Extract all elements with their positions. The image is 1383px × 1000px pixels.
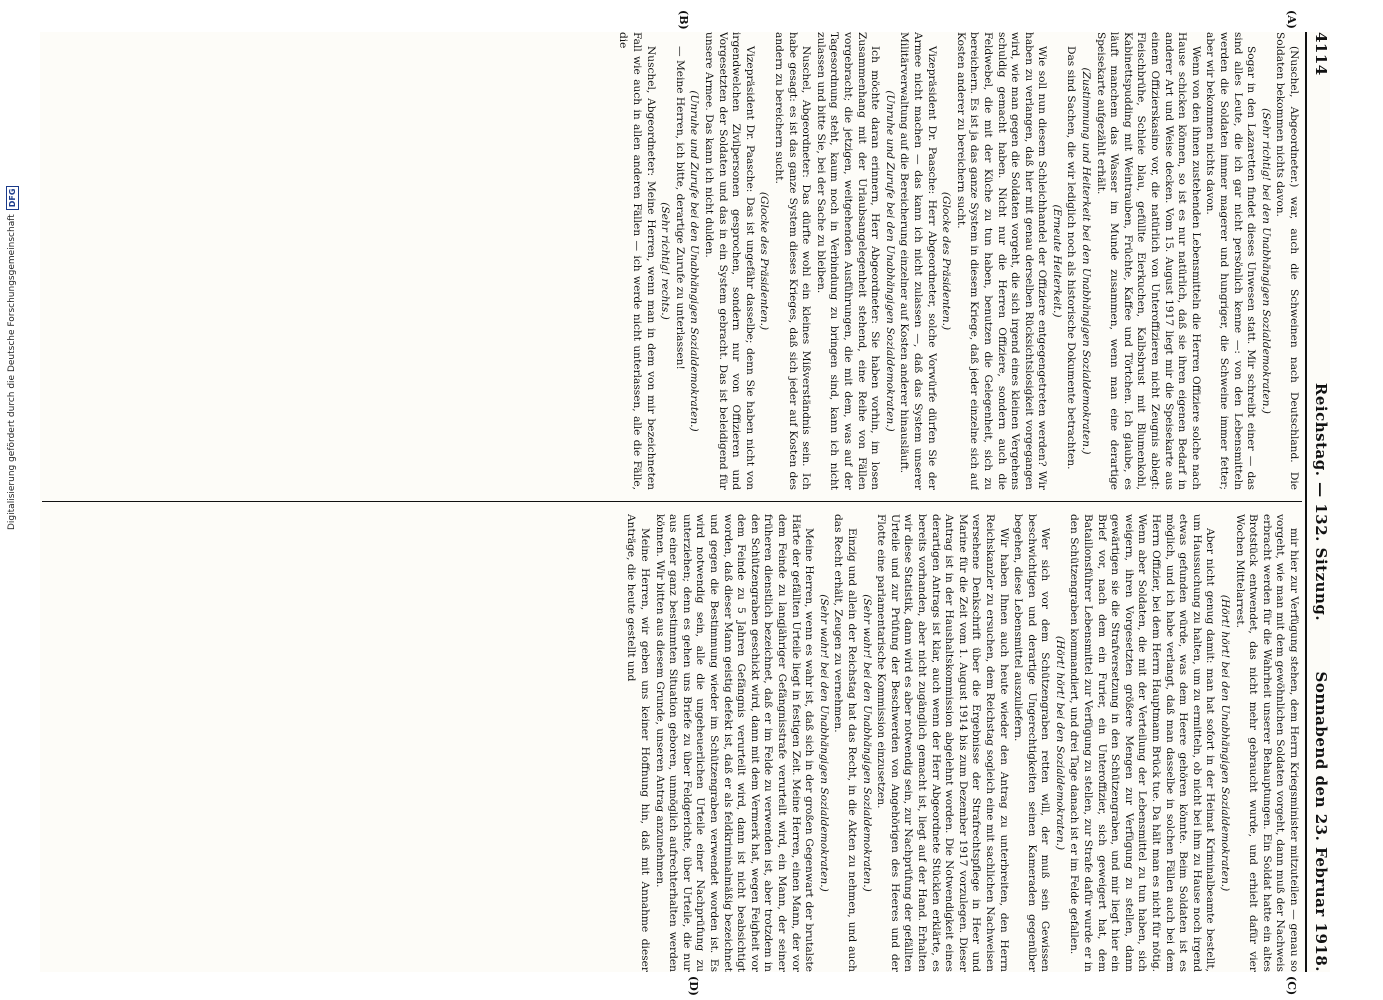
paragraph: Wir haben Ihnen auch heute wieder den Antrag zu unterbreiten, den Herrn Reichskanzler zu ersuchen, dem Reichstag sogleich eine mit sachlichen Nachweisen versehene Denkschrift über die Ergebnisse der Strafrechtspflege in Heer und Marine für die Zeit vom 1. August 1914 bis zum Dezember 1917 vorzulegen. Dieser Antrag ist in der Haushaltskommission abgelehnt worden. Die Notwendigkeit eines derartigen Antrags ist klar, auch wenn der Herr Abgeordnete Stücklen erklärte, es bereits vorhanden, aber nicht zugänglich gemacht ist, liegt auf der Hand. Erhalten wir diese Statistik, dann wird es aber notwendig sein, zur Nachprüfung der gefällten Urteile und zur Prüfung der Beschwerden von Angehörigen des Heeres und der Flotte eine parlamentarische Kommission einzusetzen. <box>875 514 1010 972</box>
paragraph: Aber nicht genug damit: man hat sofort in der Heimat Kriminalbeamte bestellt, um Haussuchung zu halten, um zu ermitteln, ob nicht bei ihm zu Hause noch irgend etwas gefunden würde, was dem Heere gehören könnte. Beim Soldaten ist es möglich, und ich habe verlangt, daß man dasselbe in solchen Fällen auch bei dem Herrn Offizier, bei dem Herrn Hauptmann Brück tue. Da hält man es nicht für nötig. Wenn aber Soldaten, die mit der Verteilung der Lebensmittel zu tun haben, sich weigern, ihren Vorgesetzten größere Mengen zur Verfügung zu stellen, dann gewärtigen sie die Strafversetzung in den Schützengraben, und mir liegt hier ein Brief vor, nach dem ein Furier, ein Unteroffizier, sich geweigert hat, dem Bataillonsführer Lebensmittel zur Verfügung zu stellen, zur Strafe dafür wurde er in den Schützengraben kommandiert, und drei Tage danach ist er im Felde gefallen. <box>1068 514 1217 972</box>
paragraph: Das sind Sachen, die wir lediglich noch als historische Dokumente betrachten. <box>1065 46 1078 470</box>
paragraph: (Nuschel, Abgeordneter.) war, auch die Schweinen nach Deutschland. Die Soldaten bekommen nichts davon. <box>1274 32 1300 490</box>
interjection: (Unruhe und Zurufe bei den Unabhängigen Sozialdemokraten.) <box>883 90 896 432</box>
interjection: (Unruhe und Zurufe bei den Unabhängigen Sozialdemokraten.) <box>688 90 701 432</box>
document-page <box>40 10 1330 996</box>
interjection: (Sehr richtig! rechts.) <box>659 202 672 320</box>
margin-letter-c: (C) <box>1285 976 1298 996</box>
interjection: (Glocke des Präsidenten.) <box>940 191 953 331</box>
interjection: (Erneute Heiterkeit.) <box>1050 204 1063 318</box>
interjection: (Sehr wahr! bei den Unabhängigen Sozialdemokraten.) <box>817 594 830 892</box>
paragraph: — Meine Herren, ich bitte, derartige Zurufe zu unterlassen! <box>673 46 686 370</box>
paragraph: Nuschel, Abgeordneter: Das dürfte wohl ein kleines Mißverständnis sein. Ich habe gesagt: es ist das ganze System dieses Krieges, daß sich jeder auf Kosten des andern zu bereichern sucht. <box>773 32 813 490</box>
paragraph: mir hier zur Verfügung stehen, dem Herrn Kriegsminister mitzuteilen — genau so vorgeht, wie man mit dem gewöhnlichen Soldaten vorgeht, dann muß der Nachweis erbracht werden für die Wahrheit unserer Behauptungen. Ein Soldat hatte ein altes Brotstück entwendet, das nicht mehr gebraucht wurde, und erhielt dafür vier Wochen Mittelarrest. <box>1233 514 1300 972</box>
interjection: (Sehr richtig! bei den Unabhängigen Sozialdemokraten.) <box>1259 108 1272 414</box>
paragraph: Sogar in den Lazaretten findet dieses Unwesen statt. Mir schreibt einer — das sind alles Leute, die ich gar nicht persönlich kenne —: von den Lebensmitteln werden die Soldaten immer magerer und hungriger, die Schweine immer fetter; aber wir bekommen nichts davon. <box>1204 32 1258 490</box>
right-column <box>42 514 1300 972</box>
footer-text: Digitalisierung gefördert durch die Deutsche Forschungsgemeinschaft <box>7 214 17 530</box>
interjection: (Sehr wahr! bei den Unabhängigen Sozialdemokraten.) <box>860 594 873 892</box>
dfg-logo: DFG <box>6 186 19 211</box>
page-number: 4114 <box>1312 32 1330 76</box>
running-header <box>1308 32 1330 972</box>
column-rule <box>42 501 1302 502</box>
interjection: (Glocke des Präsidenten.) <box>758 191 771 331</box>
paragraph: Meine Herren, wenn es wahr ist, daß sich in der großen Gegenwart der brutalste Härte der gefällten Urteile liegt in festigen Zeit. Meine Herren, einen Mann, der vor dem Feinde zu langjähriger Gefängnisstrafe verurteilt wird, ein Mann, der seiner früheren dienstlich bezeichnet, daß er im Felde zu verwenden ist, aber trotzdem in den Schützengraben geschickt wird, dann mit dem Vermerk hat, wegen Feigheit vor dem Feinde zu 5 Jahren Gefängnis verurteilt wird, dann ist nicht beabsichtigt worden, daß dieser Mann geistig defekt ist, daß er als feldkriminalmäßig bezeichnet und gegen die Bestimmung wieder im Schützengraben verwendet worden ist. Es wird notwendig sein, alle die ungeheuerlichen Urteile einer Nachprüfung zu unterziehen; denn es gehen uns Briefe zu über Feldgerichte, über Urteile, die nur aus einer ganz bestimmten Situation geboren, unmöglich aufrechterhalten werden können. Wir bitten aus diesem Grunde, unseren Antrag anzunehmen. <box>653 514 816 972</box>
interjection: (Hört! hört! bei den Unabhängigen Sozialdemokraten.) <box>1219 594 1232 892</box>
paragraph: Meine Herren, wir geben uns keiner Hoffnung hin, daß mit Annahme dieser Anträge, die heute gestellt und <box>625 514 652 972</box>
footer <box>4 70 20 530</box>
header-date: Sonnabend den 23. Februar 1918. <box>1312 671 1330 972</box>
paragraph: Nuschel, Abgeordneter: Meine Herren, wenn man in dem von mir bezeichneten Fall wie auch in allen anderen Fällen — ich werde nicht unterlassen, alle die Fälle, die <box>617 32 657 490</box>
paragraph: Wer sich vor dem Schützengraben retten will, der muß sein Gewissen beschwichtigen und derartige Ungerechtigkeiten seinen Kameraden gegenüber begehen, diese Lebensmittel auszuliefern. <box>1012 514 1052 972</box>
paragraph: Wenn von den ihnen zustehenden Lebensmitteln die Herren Offiziere solche nach Hause schicken können, so ist es nur natürlich, daß sie ihren eigenen Bedarf in anderer Art und Weise decken. Vom 15. August 1917 liegt mir die Speisekarte aus einem Offizierskasino vor, die natürlich von Unteroffizieren nicht Zeugnis ablegt: Fleischbrühe, Schleie blau, gefüllte Eierkuchen, Kalbsbrust mit Blumenkohl, Kabinettspudding mit Weintrauben, Früchte, Kaffee und Törtchen. Ich glaube, es läuft manchem das Wasser im Munde zusammen, wenn man eine derartige Speisekarte aufgezählt erhält. <box>1094 32 1202 490</box>
paragraph: Wie soll nun diesem Schleichhandel der Offiziere entgegengetreten werden? Wir haben zu verlangen, daß hier mit genau derselben Rücksichtslosigkeit vorgegangen wird, wie man gegen die Soldaten vorgeht, die sich irgend eines kleinen Vergehens schuldig gemacht haben. Nicht nur die Herren Offiziere, sondern auch die Feldwebel, die mit der Küche zu tun haben, benutzen die Gelegenheit, sich zu bereichern. Es ist ja das ganze System in diesem Kriege, daß jeder einzelne sich auf Kosten anderer zu bereichern sucht. <box>954 32 1049 490</box>
margin-letter-d: (D) <box>687 976 700 996</box>
margin-letter-a: (A) <box>1285 10 1298 29</box>
interjection: (Zustimmung und Heiterkeit bei den Unabhängigen Sozialdemokraten.) <box>1080 67 1093 455</box>
header-title: Reichstag. — 132. Sitzung. <box>1312 382 1330 622</box>
left-column <box>42 32 1300 490</box>
header-rule <box>1305 32 1307 972</box>
paragraph: Ich möchte daran erinnern, Herr Abgeordneter: Sie haben vorhin, im losen Zusammenhang mit der Urlaubsangelegenheit stehend, eine Reihe von Fällen vorgebracht; die jetzigen, weitgehenden Ausführungen, die mit dem, was auf der Tagesordnung steht, kaum noch in Verbindung zu bringen sind, kann ich nicht zulassen und bitte Sie, bei der Sache zu bleiben. <box>814 32 882 490</box>
paragraph: Vizepräsident Dr. Paasche: Herr Abgeordneter, solche Vorwürfe dürfen Sie der Armee nicht machen — das kann ich nicht zulassen —, daß das System unserer Militärverwaltung auf die Bereicherung einzelner auf Kosten anderer hinausläuft. <box>898 32 938 490</box>
margin-letter-b: (B) <box>677 10 690 30</box>
paragraph: Einzig und allein der Reichstag hat das Recht, in die Akten zu nehmen, und auch das Recht erhält, Zeugen zu vernehmen. <box>832 514 858 972</box>
paragraph: Vizepräsident Dr. Paasche: Das ist ungefähr dasselbe; denn Sie haben nicht von irgendwelchen Zivilpersonen gesprochen, sondern nur von Offizieren und Vorgesetzten der Soldaten und das in ein System gebracht. Das ist beleidigend für unsere Armee. Das kann ich nicht dulden. <box>703 32 756 490</box>
interjection: (Hört! hört! bei den Sozialdemokraten.) <box>1053 635 1066 851</box>
